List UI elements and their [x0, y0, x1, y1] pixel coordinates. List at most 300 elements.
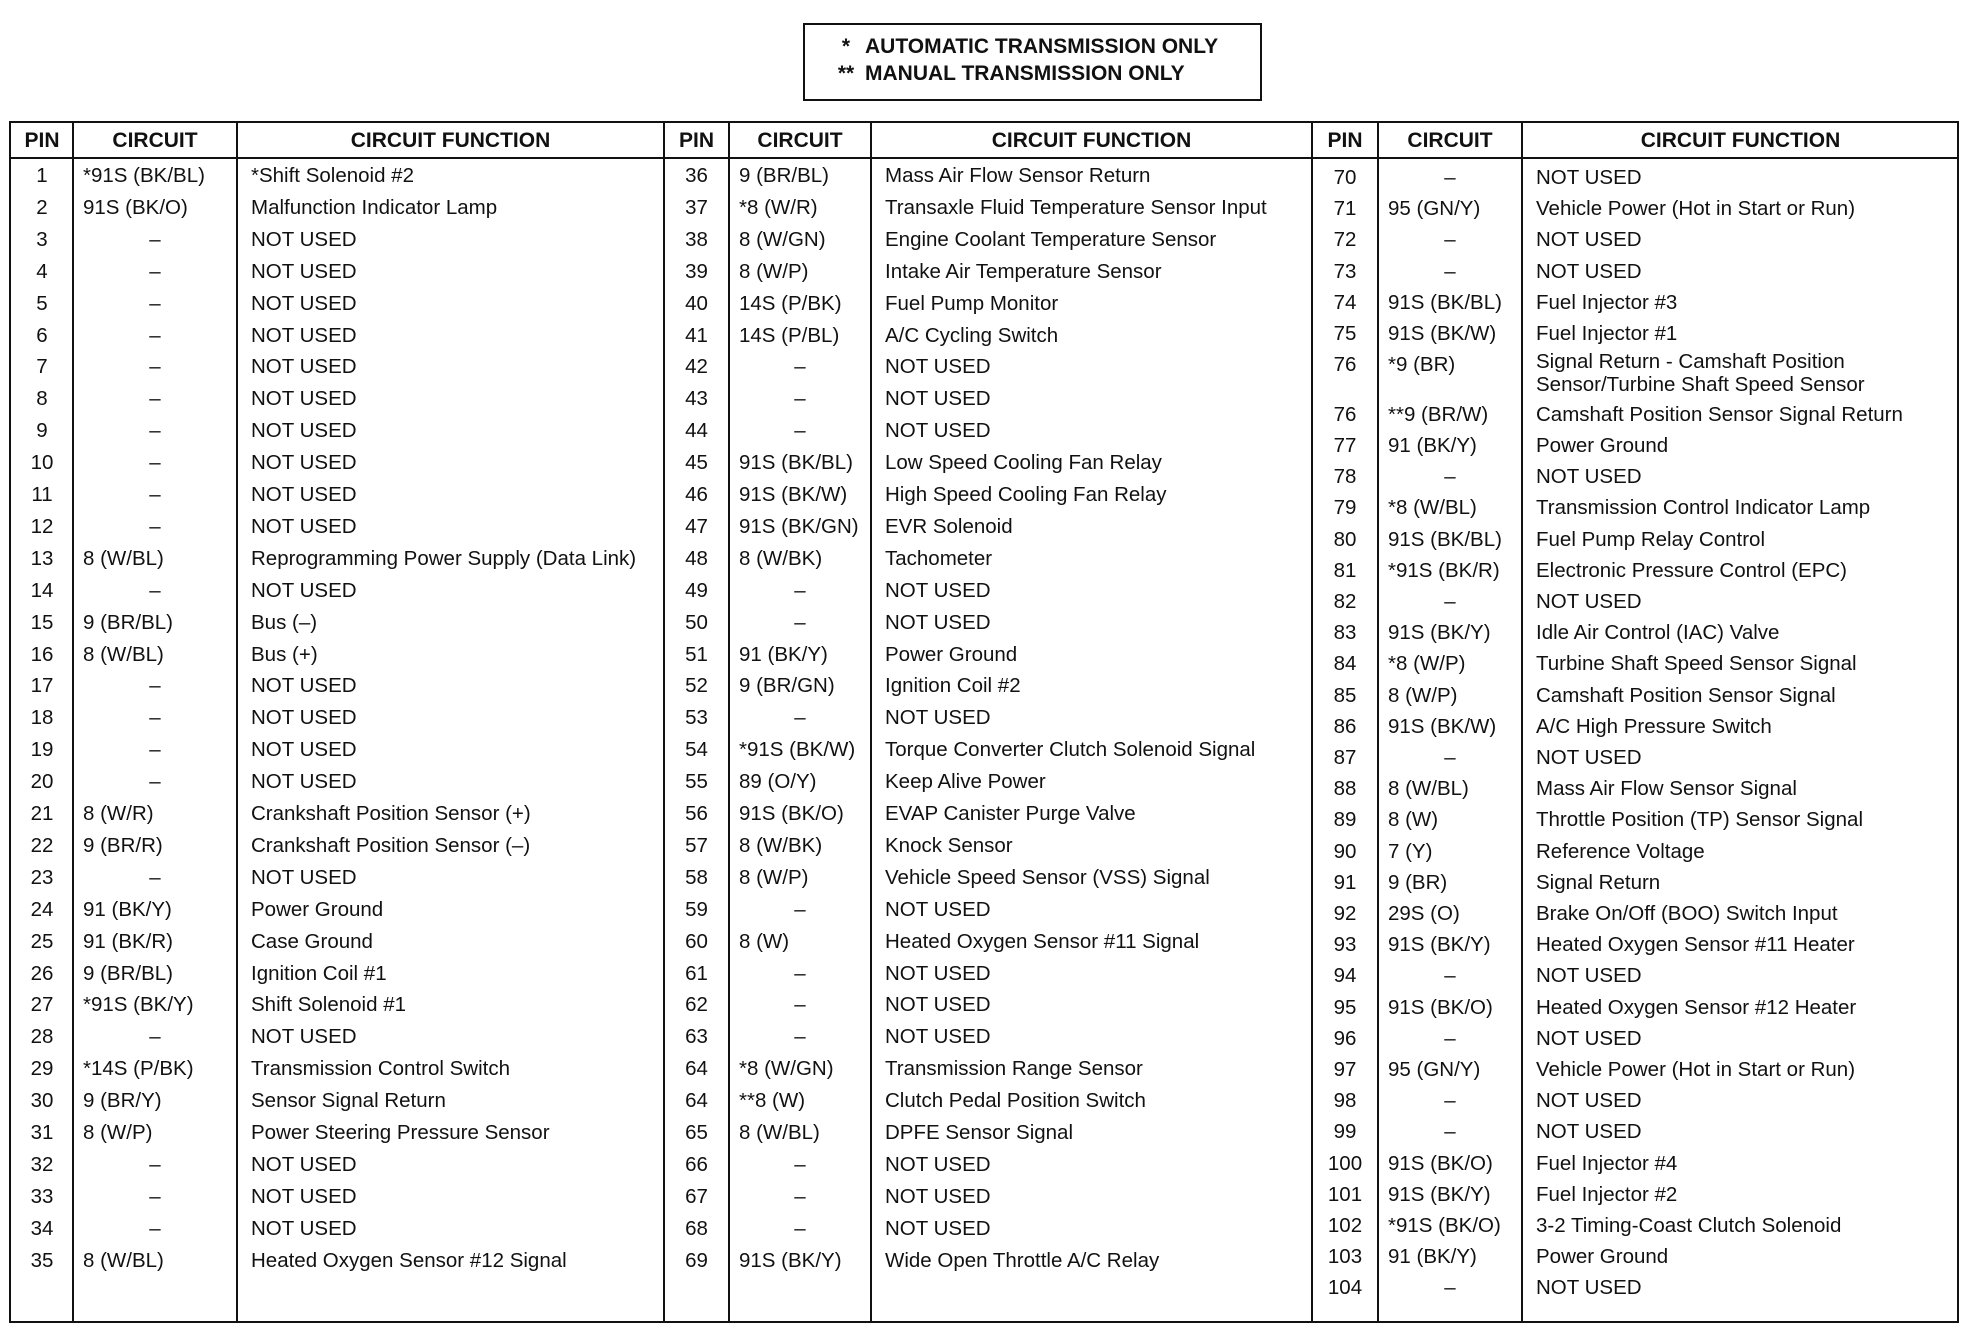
- circuit-function-line: Power Ground: [251, 897, 384, 921]
- circuit-function-line: NOT USED: [251, 1025, 357, 1049]
- pin-number: 18: [30, 706, 54, 730]
- circuit-function-line: Torque Converter Clutch Solenoid Signal: [885, 738, 1256, 762]
- circuit-code: 8 (W/BL): [739, 1121, 820, 1144]
- circuit-code: –: [149, 770, 161, 794]
- circuit-code: **8 (W): [739, 1089, 806, 1113]
- circuit-code: 91S (BK/O): [1388, 995, 1493, 1019]
- circuit-function-line: NOT USED: [885, 1025, 991, 1049]
- circuit-function-line: Malfunction Indicator Lamp: [251, 195, 498, 219]
- column-divider: [236, 123, 238, 1321]
- pin-number: 64: [685, 1089, 708, 1113]
- circuit-function-line: NOT USED: [885, 578, 991, 602]
- table-row: [11, 774, 1959, 804]
- circuit-code: –: [149, 1216, 161, 1240]
- pin-number: 62: [685, 993, 708, 1017]
- circuit-code: –: [794, 993, 806, 1017]
- circuit-code: *8 (W/BL): [1388, 496, 1477, 520]
- circuit-function-line: NOT USED: [251, 514, 357, 538]
- circuit-code: 91S (BK/BL): [739, 451, 853, 475]
- circuit-function-line: Knock Sensor: [885, 833, 1013, 857]
- circuit-function-line: Fuel Injector #3: [1536, 290, 1678, 314]
- circuit-code: *91S (BK/W): [739, 738, 856, 762]
- circuit-function: [1536, 225, 1642, 255]
- circuit-code: –: [794, 387, 806, 411]
- pin-number: 35: [30, 1248, 54, 1272]
- circuit-code: –: [1444, 1276, 1456, 1300]
- pin-number: 94: [1333, 964, 1357, 988]
- circuit-function-line: NOT USED: [1536, 228, 1642, 252]
- header-circuit-2: CIRCUIT: [757, 129, 843, 152]
- circuit-code: –: [149, 514, 161, 538]
- pin-number: 79: [1333, 496, 1357, 520]
- column-divider: [1377, 123, 1379, 1321]
- circuit-code: 8 (W): [739, 929, 790, 953]
- pin-table: [9, 121, 1959, 1323]
- table-row: [11, 288, 1959, 318]
- pin-number: 17: [30, 674, 54, 698]
- pin-number: 98: [1333, 1089, 1357, 1113]
- pin-number: 80: [1333, 527, 1357, 551]
- table-row: [11, 993, 1959, 1023]
- table-row: [11, 400, 1959, 430]
- circuit-code: **9 (BR/W): [1388, 402, 1489, 426]
- circuit-code: 91 (BK/Y): [1388, 434, 1477, 458]
- circuit-function-line: NOT USED: [251, 291, 357, 315]
- pin-number: 88: [1333, 777, 1357, 801]
- circuit-function-line: Transmission Control Indicator Lamp: [1536, 496, 1871, 520]
- table-row: [11, 681, 1959, 711]
- pin-number: 36: [685, 164, 708, 187]
- circuit-function-line: Signal Return - Camshaft Position: [1536, 350, 1845, 374]
- pin-number: 76: [1333, 353, 1357, 377]
- circuit-function-line: Vehicle Speed Sensor (VSS) Signal: [885, 865, 1210, 889]
- table-header: [11, 123, 1957, 159]
- circuit-function-line: A/C Cycling Switch: [885, 323, 1059, 347]
- circuit-code: –: [149, 259, 161, 283]
- circuit-function-line: Transaxle Fluid Temperature Sensor Input: [885, 195, 1267, 219]
- circuit-code: 8 (W/GN): [739, 227, 826, 251]
- circuit-code: –: [149, 355, 161, 379]
- circuit-function: [1536, 868, 1660, 898]
- circuit-function-line: NOT USED: [251, 1152, 357, 1176]
- pin-number: 41: [685, 323, 708, 347]
- pin-number: 38: [685, 227, 708, 251]
- circuit-code: 9 (BR/R): [83, 833, 163, 857]
- circuit-function-line: NOT USED: [251, 483, 357, 506]
- circuit-function-line: NOT USED: [1536, 590, 1642, 614]
- circuit-code: 91S (BK/Y): [739, 1248, 842, 1272]
- pin-number: 91: [1333, 870, 1357, 894]
- pin-number: 81: [1333, 558, 1357, 582]
- circuit-function-line: Fuel Pump Relay Control: [1536, 527, 1766, 551]
- table-row: [11, 225, 1959, 255]
- circuit-code: 91 (BK/Y): [739, 642, 828, 666]
- circuit-function-line: Reprogramming Power Supply (Data Link): [251, 546, 637, 570]
- circuit-function-line: NOT USED: [885, 1152, 991, 1176]
- circuit-function-line: NOT USED: [1536, 1026, 1642, 1050]
- circuit-function: [1536, 1086, 1642, 1116]
- circuit-function-line: NOT USED: [1536, 166, 1642, 189]
- circuit-function-line: NOT USED: [251, 1184, 357, 1208]
- table-row: [11, 618, 1959, 648]
- pin-number: 53: [685, 706, 708, 730]
- circuit-function: [1536, 163, 1642, 193]
- pin-number: 78: [1333, 465, 1357, 489]
- circuit-function-line: NOT USED: [251, 355, 357, 379]
- legend-text: AUTOMATIC TRANSMISSION ONLY: [865, 35, 1219, 58]
- circuit-function-line: NOT USED: [251, 578, 357, 602]
- circuit-function-line: NOT USED: [1536, 465, 1642, 489]
- pin-number: 71: [1333, 197, 1357, 221]
- circuit-function: [1536, 1180, 1677, 1210]
- circuit-code: –: [149, 578, 161, 602]
- circuit-function-line: Power Ground: [1536, 434, 1669, 458]
- circuit-code: 95 (GN/Y): [1388, 197, 1481, 221]
- circuit-code: –: [1444, 1120, 1456, 1144]
- table-row: [11, 493, 1959, 523]
- circuit-function-line: NOT USED: [885, 419, 991, 443]
- circuit-code: –: [149, 674, 161, 698]
- pin-number: 19: [30, 738, 54, 762]
- circuit-code: *91S (BK/Y): [83, 993, 194, 1017]
- circuit-code: 91S (BK/GN): [739, 514, 859, 538]
- pin-number: 64: [685, 1057, 708, 1081]
- circuit-code: 14S (P/BL): [739, 323, 840, 347]
- pin-number: 50: [685, 610, 708, 634]
- circuit-code: 8 (W/P): [739, 259, 809, 283]
- pin-number: 57: [685, 833, 708, 857]
- circuit-code: 91S (BK/W): [739, 483, 848, 506]
- circuit-function-line: NOT USED: [1536, 746, 1642, 770]
- table-row: [11, 743, 1959, 773]
- circuit-function-line: Turbine Shaft Speed Sensor Signal: [1536, 652, 1857, 676]
- circuit-function-line: Transmission Control Switch: [251, 1057, 510, 1081]
- table-row: [11, 194, 1959, 224]
- pin-number: 4: [36, 259, 48, 283]
- table-row: [11, 930, 1959, 960]
- column-divider: [1521, 123, 1523, 1321]
- circuit-code: –: [794, 610, 806, 634]
- circuit-code: –: [1444, 590, 1456, 614]
- circuit-function-line: High Speed Cooling Fan Relay: [885, 483, 1167, 506]
- circuit-function: [1536, 1055, 1855, 1085]
- circuit-function-line: Camshaft Position Sensor Signal Return: [1536, 402, 1903, 426]
- header-circuit-1: CIRCUIT: [112, 129, 198, 152]
- circuit-function-line: NOT USED: [1536, 1120, 1642, 1144]
- pin-number: 37: [685, 195, 708, 219]
- circuit-function-line: Low Speed Cooling Fan Relay: [885, 451, 1162, 475]
- circuit-function: [1536, 288, 1677, 318]
- circuit-function-line: A/C High Pressure Switch: [1536, 714, 1772, 738]
- circuit-function-line: Crankshaft Position Sensor (–): [251, 833, 531, 857]
- legend-mark: **: [837, 62, 855, 85]
- circuit-code: *8 (W/P): [1388, 652, 1466, 676]
- circuit-function-line: Power Steering Pressure Sensor: [251, 1121, 550, 1144]
- circuit-function-line: NOT USED: [251, 674, 357, 698]
- pin-number: 9: [36, 419, 48, 443]
- pin-number: 5: [36, 291, 48, 315]
- circuit-code: –: [794, 1025, 806, 1049]
- circuit-function-line: Fuel Injector #4: [1536, 1151, 1678, 1175]
- circuit-code: *8 (W/GN): [739, 1057, 834, 1081]
- pin-number: 60: [685, 929, 708, 953]
- pin-number: 13: [30, 546, 54, 570]
- pin-number: 70: [1333, 166, 1357, 189]
- table-row: [11, 1180, 1959, 1210]
- circuit-code: 91S (BK/Y): [1388, 933, 1491, 957]
- pin-number: 32: [30, 1152, 54, 1176]
- legend-manual: [827, 60, 1260, 87]
- column-divider: [1311, 123, 1313, 1321]
- header-circuit-3: CIRCUIT: [1407, 129, 1493, 152]
- header-pin-2: PIN: [678, 129, 714, 152]
- circuit-function-line: Shift Solenoid #1: [251, 993, 407, 1017]
- table-row: [11, 163, 1959, 193]
- circuit-code: –: [1444, 746, 1456, 770]
- circuit-function-line: Fuel Injector #2: [1536, 1182, 1678, 1206]
- circuit-function-line: NOT USED: [251, 1216, 357, 1240]
- pin-number: 92: [1333, 902, 1357, 926]
- circuit-code: 8 (W/BK): [739, 546, 823, 570]
- circuit-code: 9 (BR/GN): [739, 674, 835, 698]
- circuit-function: [1536, 1117, 1642, 1147]
- pin-number: 2: [36, 195, 48, 219]
- circuit-function-line: Keep Alive Power: [885, 770, 1046, 794]
- circuit-function-line: NOT USED: [885, 993, 991, 1017]
- column-divider: [663, 123, 665, 1321]
- circuit-code: –: [149, 451, 161, 475]
- pin-number: 82: [1333, 590, 1357, 614]
- circuit-function: [1536, 930, 1855, 960]
- circuit-function: [1536, 1024, 1642, 1054]
- circuit-code: –: [149, 706, 161, 730]
- circuit-code: 8 (W/P): [739, 865, 809, 889]
- table-row: [11, 899, 1959, 929]
- circuit-function: [1536, 400, 1903, 430]
- circuit-function: [1536, 350, 1865, 396]
- circuit-code: 8 (W): [1388, 808, 1439, 832]
- pin-number: 83: [1333, 621, 1357, 645]
- column-divider: [72, 123, 74, 1321]
- circuit-code: 9 (BR/Y): [83, 1089, 162, 1113]
- circuit-code: 8 (W/BK): [739, 833, 823, 857]
- pin-number: 99: [1333, 1120, 1357, 1144]
- pin-number: 56: [685, 802, 708, 825]
- pin-number: 89: [1333, 808, 1357, 832]
- circuit-function-line: Intake Air Temperature Sensor: [885, 259, 1162, 283]
- pin-number: 10: [30, 451, 54, 475]
- pin-number: 97: [1333, 1058, 1357, 1082]
- circuit-code: 91S (BK/Y): [1388, 621, 1491, 645]
- circuit-code: –: [149, 865, 161, 889]
- table-row: [11, 431, 1959, 461]
- circuit-function-line: Clutch Pedal Position Switch: [885, 1089, 1146, 1113]
- circuit-function-line: Case Ground: [251, 929, 373, 953]
- circuit-code: –: [149, 738, 161, 762]
- table-row: [11, 1149, 1959, 1179]
- circuit-code: 91S (BK/W): [1388, 714, 1497, 738]
- circuit-code: 8 (W/BL): [83, 546, 164, 570]
- circuit-function-line: NOT USED: [251, 227, 357, 251]
- circuit-function-line: NOT USED: [885, 706, 991, 730]
- circuit-code: 91 (BK/R): [83, 929, 173, 953]
- pin-number: 95: [1333, 995, 1357, 1019]
- pin-number: 104: [1327, 1276, 1363, 1300]
- circuit-code: –: [794, 419, 806, 443]
- pin-number: 73: [1333, 259, 1357, 283]
- circuit-function-line: Ignition Coil #1: [251, 961, 387, 985]
- circuit-function-line: Bus (+): [251, 642, 318, 666]
- circuit-code: –: [794, 1184, 806, 1208]
- legend-mark: *: [841, 35, 851, 58]
- circuit-code: –: [794, 578, 806, 602]
- table-row: [11, 961, 1959, 991]
- pin-number: 31: [30, 1121, 54, 1144]
- pin-number: 51: [685, 642, 708, 666]
- circuit-code: 9 (BR): [1388, 870, 1448, 894]
- table-row: [11, 257, 1959, 287]
- circuit-function: [1536, 462, 1642, 492]
- circuit-function: [1536, 431, 1668, 461]
- circuit-code: –: [794, 897, 806, 921]
- legend-text: MANUAL TRANSMISSION ONLY: [865, 62, 1185, 85]
- circuit-code: –: [794, 961, 806, 985]
- circuit-code: 91S (BK/W): [1388, 322, 1497, 345]
- circuit-code: –: [794, 1152, 806, 1176]
- circuit-function: [1536, 837, 1705, 867]
- circuit-function-line: Heated Oxygen Sensor #12 Signal: [251, 1248, 567, 1272]
- circuit-code: 91S (BK/BL): [1388, 290, 1502, 314]
- pin-number: 67: [685, 1184, 708, 1208]
- pin-number: 55: [685, 770, 708, 794]
- pin-number: 21: [30, 802, 54, 825]
- pin-number: 74: [1333, 290, 1357, 314]
- circuit-function: [1536, 899, 1838, 929]
- legend-automatic: [827, 33, 1260, 60]
- circuit-code: 91 (BK/Y): [1388, 1245, 1477, 1269]
- circuit-function-line: Throttle Position (TP) Sensor Signal: [1536, 808, 1863, 832]
- circuit-function-line: NOT USED: [1536, 964, 1642, 988]
- pin-number: 43: [685, 387, 708, 411]
- pin-number: 3: [36, 227, 48, 251]
- pin-number: 12: [30, 514, 54, 538]
- pin-number: 15: [30, 610, 54, 634]
- circuit-function-line: Vehicle Power (Hot in Start or Run): [1536, 1058, 1856, 1082]
- circuit-function-line: Camshaft Position Sensor Signal: [1536, 683, 1836, 707]
- header-function-2: CIRCUIT FUNCTION: [991, 129, 1192, 152]
- circuit-function-line: NOT USED: [885, 1216, 991, 1240]
- circuit-code: 91 (BK/Y): [83, 897, 172, 921]
- circuit-function-line: Mass Air Flow Sensor Return: [885, 164, 1151, 187]
- circuit-code: –: [149, 1025, 161, 1049]
- circuit-function: [1536, 525, 1765, 555]
- table-row: [11, 1055, 1959, 1085]
- circuit-function-line: *Shift Solenoid #2: [251, 164, 414, 187]
- circuit-function: [1536, 712, 1772, 742]
- circuit-code: –: [149, 323, 161, 347]
- circuit-function: [1536, 257, 1642, 287]
- pin-number: 8: [36, 387, 48, 411]
- circuit-code: 91S (BK/O): [1388, 1151, 1493, 1175]
- circuit-function-line: Heated Oxygen Sensor #11 Heater: [1536, 933, 1855, 957]
- table-row: [11, 462, 1959, 492]
- circuit-code: *14S (P/BK): [83, 1057, 194, 1081]
- circuit-code: 9 (BR/BL): [83, 610, 173, 634]
- pin-number: 54: [685, 738, 708, 762]
- pin-number: 77: [1333, 434, 1357, 458]
- header-function-3: CIRCUIT FUNCTION: [1640, 129, 1841, 152]
- circuit-code: 91S (BK/O): [83, 195, 188, 219]
- table-row: [11, 1242, 1959, 1272]
- circuit-function-line: Sensor/Turbine Shaft Speed Sensor: [1536, 373, 1865, 397]
- table-row: [11, 837, 1959, 867]
- pin-number: 16: [30, 642, 54, 666]
- circuit-function: [1536, 1242, 1668, 1272]
- pin-number: 100: [1327, 1151, 1363, 1175]
- pin-number: 101: [1327, 1182, 1363, 1206]
- pin-number: 28: [30, 1025, 54, 1049]
- pin-number: 52: [685, 674, 708, 698]
- pin-number: 33: [30, 1184, 54, 1208]
- circuit-function-line: Heated Oxygen Sensor #12 Heater: [1536, 995, 1857, 1019]
- circuit-code: 9 (BR/BL): [83, 961, 173, 985]
- circuit-function-line: Mass Air Flow Sensor Signal: [1536, 777, 1797, 801]
- pin-number: 47: [685, 514, 708, 538]
- pin-number: 22: [30, 833, 54, 857]
- circuit-function-line: NOT USED: [251, 738, 357, 762]
- circuit-code: 91S (BK/BL): [1388, 527, 1502, 551]
- pin-number: 42: [685, 355, 708, 379]
- circuit-function-line: EVAP Canister Purge Valve: [885, 802, 1136, 825]
- circuit-function-line: Electronic Pressure Control (EPC): [1536, 558, 1848, 582]
- circuit-code: *91S (BK/R): [1388, 558, 1500, 582]
- pin-number: 20: [30, 770, 54, 794]
- circuit-code: –: [1444, 259, 1456, 283]
- table-row: [11, 1211, 1959, 1241]
- circuit-code: *8 (W/R): [739, 195, 818, 219]
- column-divider: [870, 123, 872, 1321]
- circuit-function-line: Ignition Coil #2: [885, 674, 1021, 698]
- pin-number: 49: [685, 578, 708, 602]
- table-body: [11, 159, 1957, 1321]
- column-divider: [728, 123, 730, 1321]
- pin-number: 23: [30, 865, 54, 889]
- circuit-function-line: NOT USED: [251, 387, 357, 411]
- pin-number: 93: [1333, 933, 1357, 957]
- circuit-function-line: Transmission Range Sensor: [885, 1057, 1143, 1081]
- circuit-function-line: Engine Coolant Temperature Sensor: [885, 227, 1217, 251]
- table-row: [11, 587, 1959, 617]
- pin-number: 76: [1333, 402, 1357, 426]
- pin-number: 39: [685, 259, 708, 283]
- circuit-code: 8 (W/R): [83, 802, 154, 825]
- circuit-function-line: NOT USED: [1536, 1089, 1642, 1113]
- transmission-legend: [803, 23, 1262, 101]
- table-row: [11, 1024, 1959, 1054]
- circuit-code: –: [1444, 465, 1456, 489]
- table-row: [11, 350, 1959, 398]
- circuit-function-line: NOT USED: [251, 706, 357, 730]
- circuit-code: 14S (P/BK): [739, 291, 842, 315]
- circuit-function-line: 3-2 Timing-Coast Clutch Solenoid: [1536, 1214, 1842, 1238]
- circuit-function: [1536, 618, 1779, 648]
- circuit-function-line: DPFE Sensor Signal: [885, 1121, 1074, 1144]
- table-row: [11, 649, 1959, 679]
- table-row: [11, 868, 1959, 898]
- table-row: [11, 556, 1959, 586]
- circuit-code: –: [794, 706, 806, 730]
- pin-number: 30: [30, 1089, 54, 1113]
